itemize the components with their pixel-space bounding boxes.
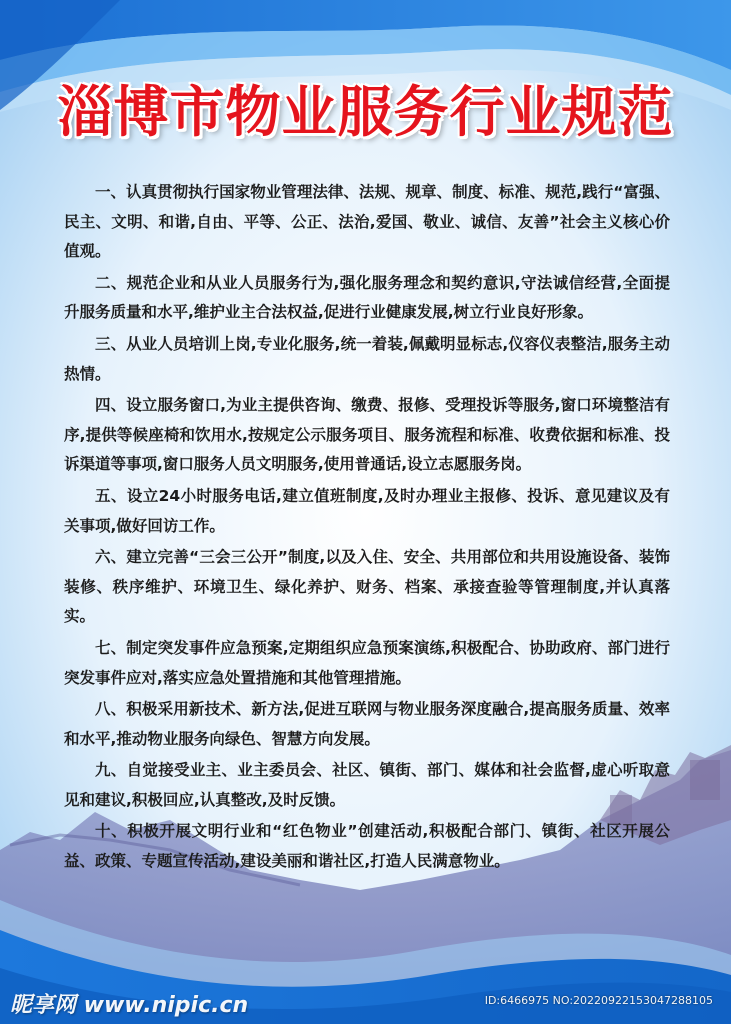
regulation-item: 六、建立完善“三会三公开”制度,以及入住、安全、共用部位和共用设施设备、装饰装修、秩序维护、环境卫生、绿化养护、财务、档案、承接查验等管理制度,并认真落实。 xyxy=(64,548,670,626)
regulation-item: 五、设立24小时服务电话,建立值班制度,及时办理业主报修、投诉、意见建议及有关事项,做好回访工作。 xyxy=(64,486,670,535)
regulation-item: 七、制定突发事件应急预案,定期组织应急预案演练,积极配合、协助政府、部门进行突发事件应对,落实应急处置措施和其他管理措施。 xyxy=(64,638,670,687)
regulation-item: 三、从业人员培训上岗,专业化服务,统一着装,佩戴明显标志,仪容仪表整洁,服务主动热情。 xyxy=(64,334,670,383)
regulation-item: 四、设立服务窗口,为业主提供咨询、缴费、报修、受理投诉等服务,窗口环境整洁有序,提供等候座椅和饮用水,按规定公示服务项目、服务流程和标准、收费依据和标准、投诉渠道等事项,窗口服务人员文明服务,使用普通话,设立志愿服务岗。 xyxy=(64,396,670,474)
regulation-list xyxy=(64,178,670,879)
watermark-logo: 昵享网 www.nipic.cn xyxy=(10,993,249,1018)
regulation-item: 九、自觉接受业主、业主委员会、社区、镇街、部门、媒体和社会监督,虚心听取意见和建议,积极回应,认真整改,及时反馈。 xyxy=(64,761,670,809)
watermark-id: ID:6466975 NO:20220922153047288105 xyxy=(484,994,713,1007)
page-title: 淄博市物业服务行业规范 xyxy=(57,80,674,144)
regulation-item: 二、规范企业和从业人员服务行为,强化服务理念和契约意识,守法诚信经营,全面提升服务质量和水平,维护业主合法权益,促进行业健康发展,树立行业良好形象。 xyxy=(64,273,670,322)
regulation-item: 八、积极采用新技术、新方法,促进互联网与物业服务深度融合,提高服务质量、效率和水平,推动物业服务向绿色、智慧方向发展。 xyxy=(64,700,670,748)
regulation-item: 十、积极开展文明行业和“红色物业”创建活动,积极配合部门、镇街、社区开展公益、政策、专题宣传活动,建设美丽和谐社区,打造人民满意物业。 xyxy=(64,822,670,871)
regulation-item: 一、认真贯彻执行国家物业管理法律、法规、规章、制度、标准、规范,践行“富强、民主、文明、和谐,自由、平等、公正、法治,爱国、敬业、诚信、友善”社会主义核心价值观。 xyxy=(64,183,670,261)
